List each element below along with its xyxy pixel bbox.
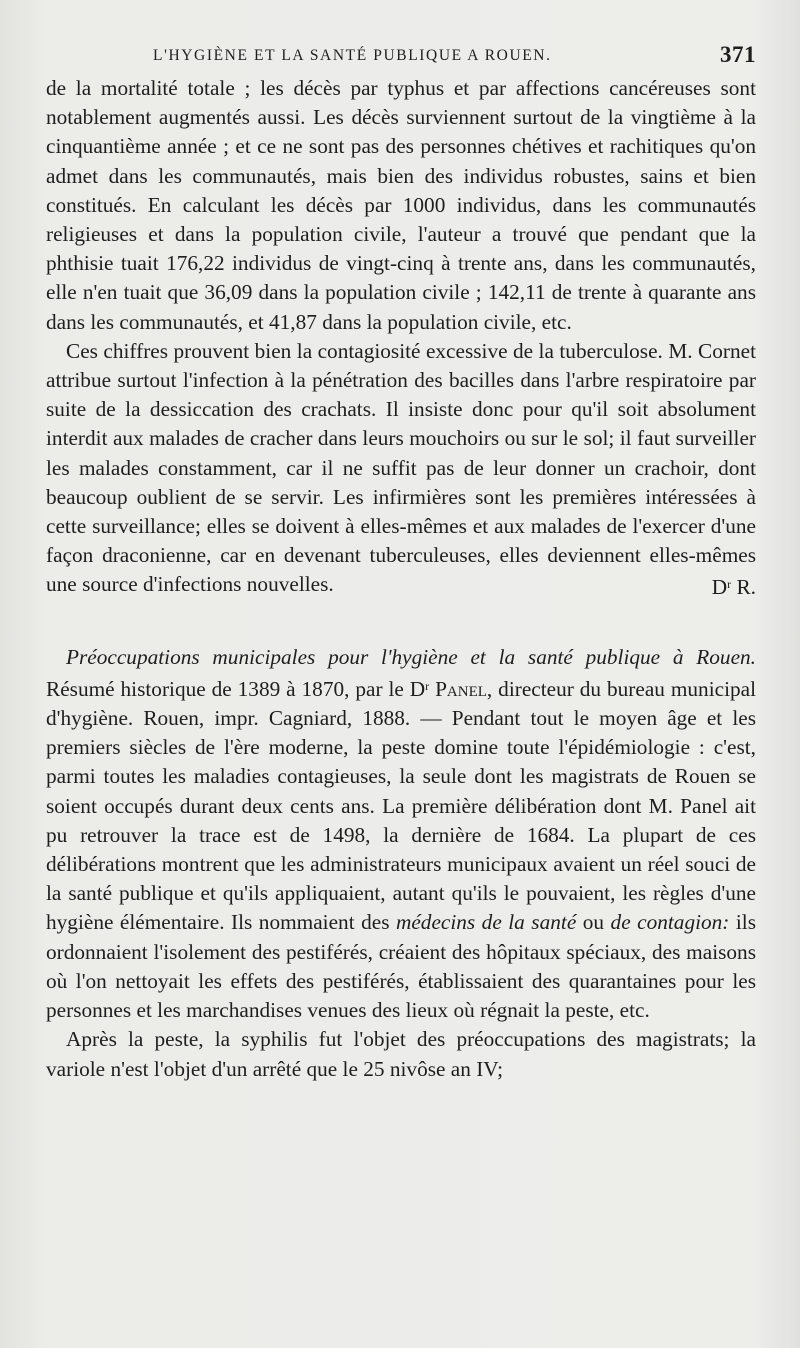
author-title-sup: r — [425, 678, 430, 693]
page-number: 371 — [720, 42, 756, 67]
review-text-1: Résumé historique de 1389 à 1870, par le D — [46, 676, 426, 701]
author-name: Panel — [429, 676, 487, 701]
body-text — [46, 74, 756, 1084]
signature-prefix: D — [711, 575, 728, 600]
running-title: L'HYGIÈNE ET LA SANTÉ PUBLIQUE A ROUEN. — [153, 47, 552, 64]
paragraph-mortality — [46, 74, 756, 337]
review-text-3: ou — [576, 910, 611, 935]
paragraph-contagion — [46, 337, 756, 600]
paragraph-mortality-text: de la mortalité totale ; les décès par typhus et par affections cancéreuses sont notablement augmentés aussi. Les décès surviennent surtout de la vingtième à la cinquantième année ; et ce ne sont pas des personnes chétives et rachitiques qu'on admet dans les communautés, mais bien des individus robustes, sains et bien constitués. En calculant les décès par 1000 individus, dans les communautés religieuses et dans la population civile, l'auteur a trouvé que pendant que la phthisie tuait 176,22 individus de vingt-cinq à trente ans, dans les communautés, elle n'en tuait que 36,09 dans la population civile ; 142,11 de trente à quarante ans dans les communautés, et 41,87 dans la population civile, etc. — [46, 76, 756, 334]
review-italic-2: de contagion: — [610, 910, 730, 935]
signature-sup: r — [727, 577, 732, 592]
running-head — [46, 38, 756, 74]
review-text-4: ils ordonnaient l'isolement des pestiférés, créaient des hôpitaux spéciaux, des maisons où l'on nettoyait les effets des pestiférés, établissaient des quarantaines pour les personnes et les marchandises venues des lieux où régnait la peste, etc. — [46, 910, 757, 1023]
review-title: Préoccupations municipales pour l'hygiène et la santé publique à Rouen. — [66, 644, 756, 669]
review-signature — [692, 570, 756, 602]
paragraph-syphilis-text: Après la peste, la syphilis fut l'objet des préoccupations des magistrats; la variole n'est l'objet d'un arrêté que le 25 nivôse an IV; — [46, 1027, 756, 1081]
paragraph-contagion-text: Ces chiffres prouvent bien la contagiosité excessive de la tuberculose. M. Cornet attribue surtout l'infection à la pénétration des bacilles dans l'arbre respiratoire par suite de la dessiccation des crachats. Il insiste donc pour qu'il soit absolument interdit aux malades de cracher dans leurs mouchoirs ou sur le sol; il faut surveiller les malades constamment, car il ne suffit pas de leur donner un crachoir, dont beaucoup oublient de se servir. Les infirmières sont les premières intéressées à cette surveillance; elles se doivent à elles-mêmes et aux malades de l'exercer d'une façon draconienne, car en devenant tuberculeuses, elles deviennent elles-mêmes une source d'infections nouvelles. — [46, 338, 756, 597]
review-italic-1: médecins de la santé — [395, 910, 577, 935]
paragraph-review-panel — [46, 643, 756, 1026]
paragraph-syphilis — [46, 1025, 756, 1083]
signature-suffix: R. — [731, 575, 756, 600]
section-gap — [46, 603, 756, 643]
review-text-2: , directeur du bureau municipal d'hygiène. Rouen, impr. Cagniard, 1888. — Pendant tout le moyen âge et les premiers siècles de l'ère moderne, la peste domine toute l'épidémiologie : c'est, parmi toutes les maladies contagieuses, la seule dont les magistrats de Rouen se soient occupés durant deux cents ans. La première délibération dont M. Panel ait pu retrouver la trace est de 1498, la dernière de 1684. La plupart de ces délibérations montrent que les administrateurs municipaux avaient un réel souci de la santé publique et qu'ils appliquaient, autant qu'ils le pouvaient, les règles d'une hygiène élémentaire. Ils nommaient des — [46, 676, 757, 935]
